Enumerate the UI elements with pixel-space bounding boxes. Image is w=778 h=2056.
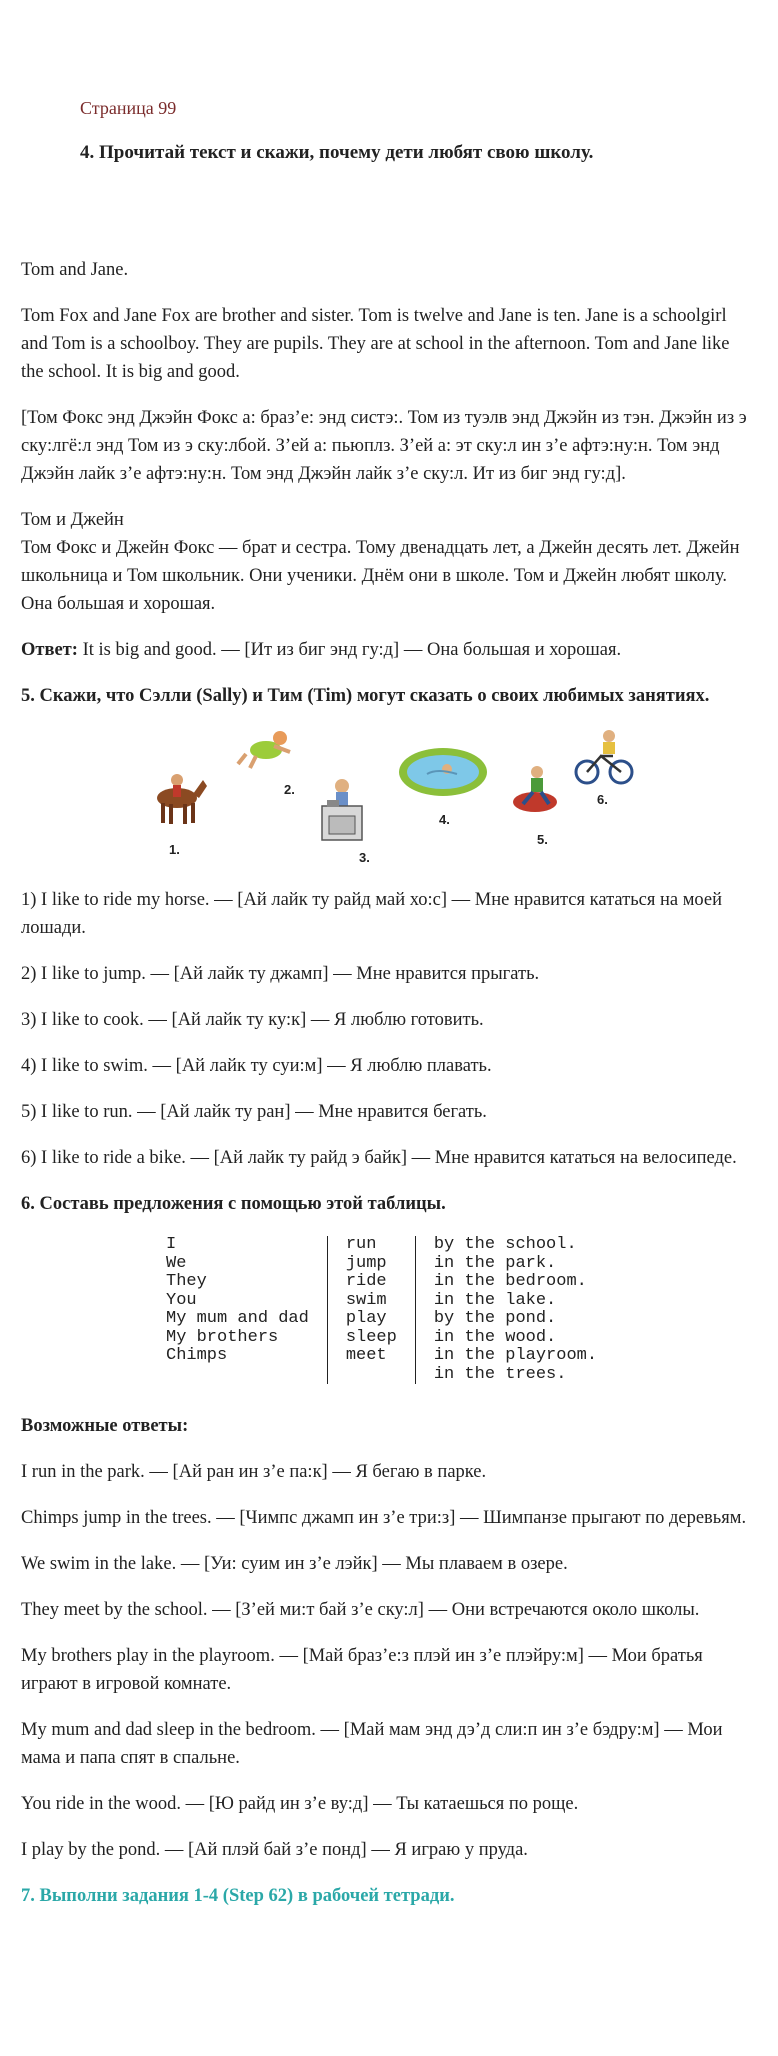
table-cell: Chimps — [166, 1346, 228, 1365]
table-cell: in the wood. — [433, 1327, 557, 1347]
text-body-en: Tom Fox and Jane Fox are brother and sister. Tom is twelve and Jane is ten. Jane is a schoolgirl and Tom is a schoolboy. They are pupils. They are at school in the afternoon. Tom and Jane like the school. It is big and good. — [21, 306, 730, 382]
task5-item-1: 1) I like to ride my horse. — [Ай лайк ту райд май хо:с] — Мне нравится кататься на моей лошади. — [21, 890, 723, 938]
table-cell: meet — [345, 1346, 387, 1365]
text-title-ru: Том и Джейн — [21, 510, 124, 530]
table-cell: by the pond. — [433, 1309, 557, 1328]
answer-label: Ответ: — [21, 640, 78, 660]
table-cell: They — [166, 1272, 207, 1291]
table-column-verbs — [327, 1236, 416, 1384]
activities-illustration — [21, 728, 756, 868]
table-cell: ride — [345, 1272, 387, 1291]
task5-item-2: 2) I like to jump. — [Ай лайк ту джамп] — Мне нравится прыгать. — [21, 964, 540, 984]
jumping-girl-picture — [236, 728, 296, 797]
table-cell: by the school. — [433, 1235, 577, 1254]
picture-number-4: 4. — [439, 812, 450, 827]
table-cell: run — [345, 1235, 377, 1254]
table-cell: in the lake. — [433, 1290, 557, 1310]
table-cell: in the bedroom. — [433, 1272, 587, 1291]
cycling-boy-picture — [573, 728, 635, 807]
text-transcription: [Том Фокс энд Джэйн Фокс а: браз’е: энд систэ:. Том из туэлв энд Джэйн из тэн. Джэйн из э ску:лгё:л энд Том из э ску:лбой. З’ей а: пьюплз. З’ей а: эт ску:л ин з’е афтэ:ну:н. Том энд Джэйн лайк з’е афтэ:ну:н. Том энд Джэйн лайк з’е ску:л. Ит из биг энд гу:д]. — [21, 408, 747, 484]
picture-number-3: 3. — [359, 850, 370, 865]
horse-rider-picture — [147, 758, 207, 857]
table-cell: play — [345, 1309, 387, 1328]
substitution-table — [166, 1236, 756, 1384]
table-column-places — [434, 1236, 615, 1384]
text-body-ru: Том Фокс и Джейн Фокс — брат и сестра. Тому двенадцать лет, а Джейн десять лет. Джейн школьница и Том школьник. Они ученики. Днём они в школе. Том и Джейн любят школу. Она большая и хорошая. — [21, 538, 740, 614]
table-cell: I — [166, 1235, 177, 1254]
task5-heading: 5. Скажи, что Сэлли (Sally) и Тим (Tim) могут сказать о своих любимых занятиях. — [21, 686, 710, 706]
answers-heading: Возможные ответы: — [21, 1416, 189, 1436]
task5-item-3: 3) I like to cook. — [Ай лайк ту ку:к] — Я люблю готовить. — [21, 1010, 484, 1030]
table-cell: sleep — [345, 1327, 397, 1347]
table-cell: jump — [345, 1253, 387, 1273]
answer-text: It is big and good. — [Ит из биг энд гу:д] — Она большая и хорошая. — [77, 640, 622, 660]
task5-item-4: 4) I like to swim. — [Ай лайк ту суи:м] — Я люблю плавать. — [21, 1056, 492, 1076]
pond-icon — [397, 742, 489, 802]
table-cell: My brothers — [166, 1327, 279, 1347]
picture-number-6: 6. — [597, 792, 608, 807]
horse-icon — [147, 758, 207, 828]
table-cell: swim — [345, 1290, 387, 1310]
task4-answer — [21, 636, 756, 664]
table-cell: in the park. — [433, 1253, 557, 1273]
text-title-en: Tom and Jane. — [21, 260, 129, 280]
jumping-girl-icon — [236, 728, 296, 773]
answer-item: My mum and dad sleep in the bedroom. — [Май мам энд дэ’д сли:п ин з’е бэдру:м] — Мои мама и папа спят в спальне. — [21, 1720, 723, 1768]
table-cell: in the trees. — [433, 1364, 567, 1384]
task6-heading: 6. Составь предложения с помощью этой таблицы. — [21, 1194, 446, 1214]
picture-number-1: 1. — [169, 842, 180, 857]
picture-number-5: 5. — [537, 832, 548, 847]
answer-item: We swim in the lake. — [Уи: суим ин з’е лэйк] — Мы плаваем в озере. — [21, 1554, 568, 1574]
cooking-girl-picture — [317, 778, 370, 865]
table-column-subjects — [166, 1236, 327, 1384]
task7-heading: 7. Выполни задания 1-4 (Step 62) в рабочей тетради. — [21, 1886, 455, 1906]
answer-item: Chimps jump in the trees. — [Чимпс джамп ин з’е три:з] — Шимпанзе прыгают по деревьям. — [21, 1508, 747, 1528]
answer-item: You ride in the wood. — [Ю райд ин з’е ву:д] — Ты катаешься по роще. — [21, 1794, 579, 1814]
answer-item: I run in the park. — [Ай ран ин з’е па:к] — Я бегаю в парке. — [21, 1462, 487, 1482]
text-translation — [21, 506, 756, 618]
task4-heading: 4. Прочитай текст и скажи, почему дети любят свою школу. — [80, 142, 594, 163]
stove-icon — [317, 778, 367, 843]
picture-number-2: 2. — [284, 782, 295, 797]
task5-item-6: 6) I like to ride a bike. — [Ай лайк ту райд э байк] — Мне нравится кататься на велосипеде. — [21, 1148, 737, 1168]
page-number-label: Страница 99 — [80, 98, 177, 118]
answer-item: I play by the pond. — [Ай плэй бай з’е понд] — Я играю у пруда. — [21, 1840, 528, 1860]
content-area — [21, 256, 756, 1928]
table-cell: in the playroom. — [433, 1346, 598, 1365]
answer-item: My brothers play in the playroom. — [Май браз’е:з плэй ин з’е плэйру:м] — Мои братья играют в игровой комнате. — [21, 1646, 703, 1694]
answer-item: They meet by the school. — [З’ей ми:т бай з’е ску:л] — Они встречаются около школы. — [21, 1600, 700, 1620]
swimming-picture — [397, 742, 489, 827]
table-cell: We — [166, 1253, 187, 1273]
table-cell: You — [166, 1290, 197, 1310]
running-boy-icon — [511, 764, 559, 814]
bicycle-icon — [573, 728, 635, 786]
task5-item-5: 5) I like to run. — [Ай лайк ту ран] — Мне нравится бегать. — [21, 1102, 487, 1122]
running-boy-picture — [511, 764, 559, 847]
table-cell: My mum and dad — [166, 1309, 309, 1328]
